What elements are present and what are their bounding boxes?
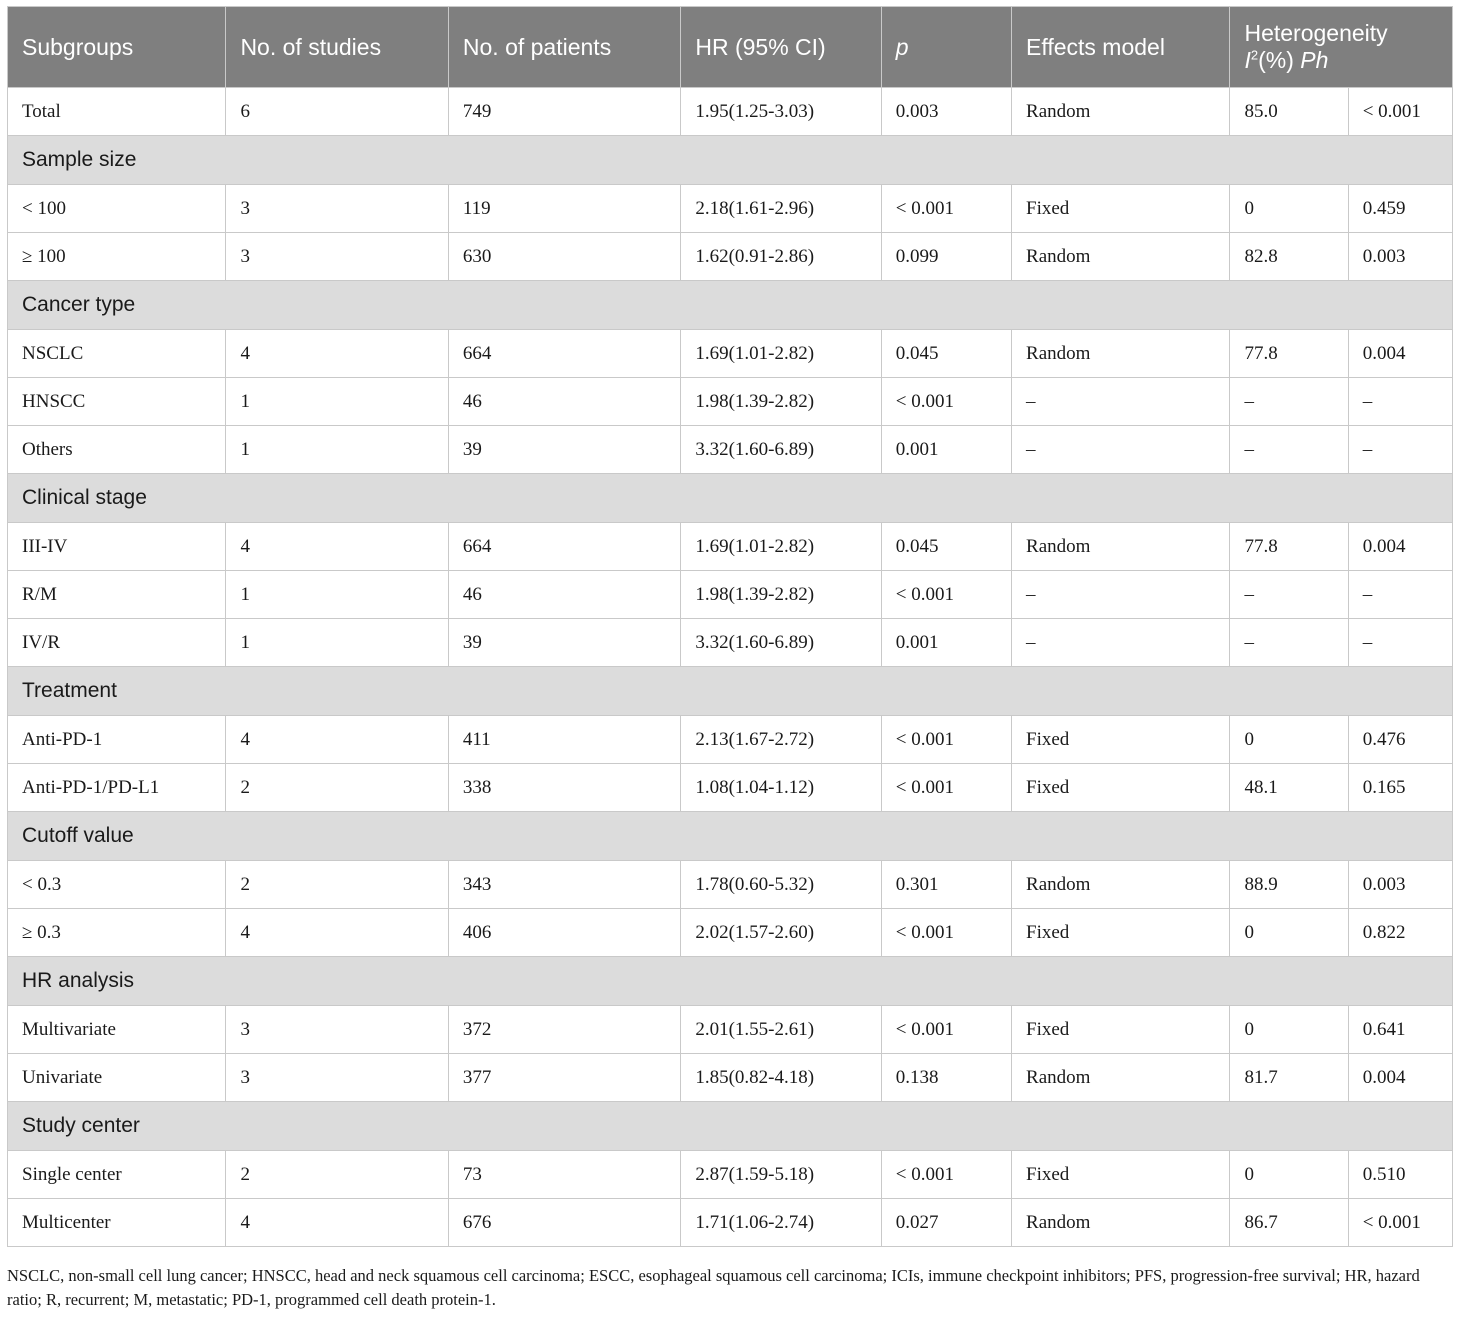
table-cell: Random [1012,861,1230,909]
table-cell: < 0.001 [881,764,1011,812]
table-cell: 82.8 [1230,233,1348,281]
table-cell: 2.87(1.59-5.18) [681,1151,881,1199]
table-cell: 81.7 [1230,1054,1348,1102]
table-cell: 85.0 [1230,88,1348,136]
table-cell: 664 [448,523,680,571]
table-cell: 1 [226,378,448,426]
table-cell: – [1230,378,1348,426]
table-cell: – [1348,571,1452,619]
table-cell: 3 [226,1054,448,1102]
table-cell: 4 [226,716,448,764]
table-cell: 39 [448,619,680,667]
table-cell: – [1012,619,1230,667]
table-cell: Fixed [1012,185,1230,233]
table-cell: 0.641 [1348,1006,1452,1054]
table-cell: 2.02(1.57-2.60) [681,909,881,957]
section-title: Study center [8,1102,1453,1151]
table-cell: 1.78(0.60-5.32) [681,861,881,909]
table-cell: < 0.001 [881,185,1011,233]
table-cell: 0.004 [1348,523,1452,571]
table-cell: 1 [226,571,448,619]
table-cell: – [1012,378,1230,426]
table-cell: Anti-PD-1/PD-L1 [8,764,226,812]
header-effects-model: Effects model [1012,7,1230,88]
table-cell: 1.71(1.06-2.74) [681,1199,881,1247]
table-cell: 0 [1230,716,1348,764]
table-cell: 0.459 [1348,185,1452,233]
table-row [8,909,1453,957]
table-cell: 3.32(1.60-6.89) [681,619,881,667]
table-cell: 4 [226,330,448,378]
table-cell: – [1230,426,1348,474]
table-cell: 2.13(1.67-2.72) [681,716,881,764]
table-cell: < 0.001 [881,378,1011,426]
header-row [8,7,1453,88]
table-cell: < 0.001 [1348,1199,1452,1247]
table-row [8,88,1453,136]
table-cell: Fixed [1012,1151,1230,1199]
header-heterogeneity-label: Heterogeneity [1244,20,1388,46]
table-cell: 0.045 [881,523,1011,571]
header-heterogeneity-stats [1244,47,1452,74]
section-title: HR analysis [8,957,1453,1006]
table-cell: 406 [448,909,680,957]
table-cell: 0 [1230,1151,1348,1199]
subgroup-analysis-table [7,6,1453,1247]
table-cell: – [1012,571,1230,619]
table-row [8,861,1453,909]
table-cell: Random [1012,330,1230,378]
table-cell: 3 [226,1006,448,1054]
table-cell: – [1348,378,1452,426]
table-cell: < 0.001 [881,1151,1011,1199]
table-cell: Multicenter [8,1199,226,1247]
section-title: Clinical stage [8,474,1453,523]
table-cell: 86.7 [1230,1199,1348,1247]
table-cell: III-IV [8,523,226,571]
table-row [8,185,1453,233]
table-cell: 0.003 [881,88,1011,136]
table-cell: 119 [448,185,680,233]
table-cell: R/M [8,571,226,619]
table-cell: Fixed [1012,764,1230,812]
table-cell: 4 [226,1199,448,1247]
section-title: Sample size [8,136,1453,185]
table-cell: 676 [448,1199,680,1247]
table-row [8,571,1453,619]
table-cell: 0.476 [1348,716,1452,764]
table-cell: < 0.3 [8,861,226,909]
table-cell: < 0.001 [881,1006,1011,1054]
table-cell: 377 [448,1054,680,1102]
table-cell: Fixed [1012,909,1230,957]
table-cell: 1.85(0.82-4.18) [681,1054,881,1102]
table-cell: Fixed [1012,1006,1230,1054]
header-heterogeneity [1230,7,1453,88]
section-header-row [8,812,1453,861]
section-header-row [8,667,1453,716]
section-header-row [8,281,1453,330]
table-cell: 0.045 [881,330,1011,378]
table-cell: 4 [226,909,448,957]
table-cell: ≥ 100 [8,233,226,281]
table-cell: 0.510 [1348,1151,1452,1199]
table-cell: 0 [1230,185,1348,233]
table-cell: < 100 [8,185,226,233]
header-hr: HR (95% CI) [681,7,881,88]
table-cell: – [1230,571,1348,619]
table-cell: 1.69(1.01-2.82) [681,523,881,571]
table-cell: 664 [448,330,680,378]
header-num-patients: No. of patients [448,7,680,88]
table-row [8,764,1453,812]
table-cell: 1 [226,426,448,474]
table-cell: Fixed [1012,716,1230,764]
section-title: Cutoff value [8,812,1453,861]
table-row [8,330,1453,378]
table-cell: 2 [226,764,448,812]
header-p [881,7,1011,88]
table-cell: 749 [448,88,680,136]
section-header-row [8,1102,1453,1151]
table-row [8,716,1453,764]
section-title: Cancer type [8,281,1453,330]
table-row [8,619,1453,667]
table-cell: 1.98(1.39-2.82) [681,571,881,619]
table-cell: Single center [8,1151,226,1199]
table-body [8,88,1453,1247]
table-cell: 1.62(0.91-2.86) [681,233,881,281]
table-cell: 1.95(1.25-3.03) [681,88,881,136]
table-row [8,1054,1453,1102]
table-cell: 0.001 [881,426,1011,474]
header-p-label: p [895,33,909,60]
header-i2-letter: I [1244,47,1251,73]
header-i2-sup: 2 [1250,47,1259,63]
table-row [8,1199,1453,1247]
table-cell: 77.8 [1230,523,1348,571]
table-cell: Random [1012,1199,1230,1247]
table-cell: – [1012,426,1230,474]
table-cell: 88.9 [1230,861,1348,909]
header-i2-unit: (%) [1258,47,1294,73]
table-cell: 0.301 [881,861,1011,909]
table-cell: 4 [226,523,448,571]
table-cell: 0.004 [1348,330,1452,378]
table-cell: 1 [226,619,448,667]
table-cell: Multivariate [8,1006,226,1054]
table-cell: 0.003 [1348,861,1452,909]
table-cell: 2.18(1.61-2.96) [681,185,881,233]
table-row [8,1006,1453,1054]
table-cell: 3 [226,233,448,281]
table-cell: 3 [226,185,448,233]
table-cell: 6 [226,88,448,136]
table-cell: 46 [448,378,680,426]
table-cell: 1.08(1.04-1.12) [681,764,881,812]
table-cell: 0.027 [881,1199,1011,1247]
table-cell: 411 [448,716,680,764]
table-cell: < 0.001 [1348,88,1452,136]
table-cell: Random [1012,1054,1230,1102]
header-num-studies: No. of studies [226,7,448,88]
table-cell: 39 [448,426,680,474]
table-cell: 73 [448,1151,680,1199]
table-cell: 0.099 [881,233,1011,281]
section-title: Treatment [8,667,1453,716]
table-cell: 48.1 [1230,764,1348,812]
table-cell: 343 [448,861,680,909]
table-cell: Univariate [8,1054,226,1102]
table-row [8,1151,1453,1199]
table-cell: 0.822 [1348,909,1452,957]
table-cell: 46 [448,571,680,619]
header-subgroups: Subgroups [8,7,226,88]
table-footnote: NSCLC, non-small cell lung cancer; HNSCC, head and neck squamous cell carcinoma; ESCC, esophageal squamous cell carcinoma; ICIs, immune checkpoint inhibitors; PFS, progression-free survival; HR, hazard ratio; R, recurrent; M, metastatic; PD-1, programmed cell death protein-1. [7,1266,1420,1309]
table-cell: Others [8,426,226,474]
table-cell: 0 [1230,909,1348,957]
table-cell: NSCLC [8,330,226,378]
table-cell: ≥ 0.3 [8,909,226,957]
table-cell: – [1348,426,1452,474]
table-row [8,378,1453,426]
table-cell: Random [1012,88,1230,136]
table-cell: 0.001 [881,619,1011,667]
table-cell: HNSCC [8,378,226,426]
table-cell: – [1348,619,1452,667]
section-header-row [8,957,1453,1006]
table-cell: – [1230,619,1348,667]
table-cell: IV/R [8,619,226,667]
table-cell: 630 [448,233,680,281]
table-cell: < 0.001 [881,571,1011,619]
table-cell: 0.165 [1348,764,1452,812]
table-cell: 0.004 [1348,1054,1452,1102]
section-header-row [8,136,1453,185]
table-cell: 0 [1230,1006,1348,1054]
table-cell: < 0.001 [881,909,1011,957]
table-row [8,233,1453,281]
table-row [8,426,1453,474]
table-cell: 1.98(1.39-2.82) [681,378,881,426]
section-header-row [8,474,1453,523]
table-cell: 77.8 [1230,330,1348,378]
table-cell: 372 [448,1006,680,1054]
table-cell: 0.003 [1348,233,1452,281]
table-cell: < 0.001 [881,716,1011,764]
table-cell: 3.32(1.60-6.89) [681,426,881,474]
table-cell: 1.69(1.01-2.82) [681,330,881,378]
table-cell: 2 [226,861,448,909]
table-cell: 0.138 [881,1054,1011,1102]
header-ph: Ph [1300,47,1329,73]
table-cell: Total [8,88,226,136]
table-cell: 338 [448,764,680,812]
table-cell: Random [1012,523,1230,571]
table-cell: Random [1012,233,1230,281]
table-cell: 2.01(1.55-2.61) [681,1006,881,1054]
table-cell: 2 [226,1151,448,1199]
table-container [7,6,1453,1247]
table-row [8,523,1453,571]
table-cell: Anti-PD-1 [8,716,226,764]
